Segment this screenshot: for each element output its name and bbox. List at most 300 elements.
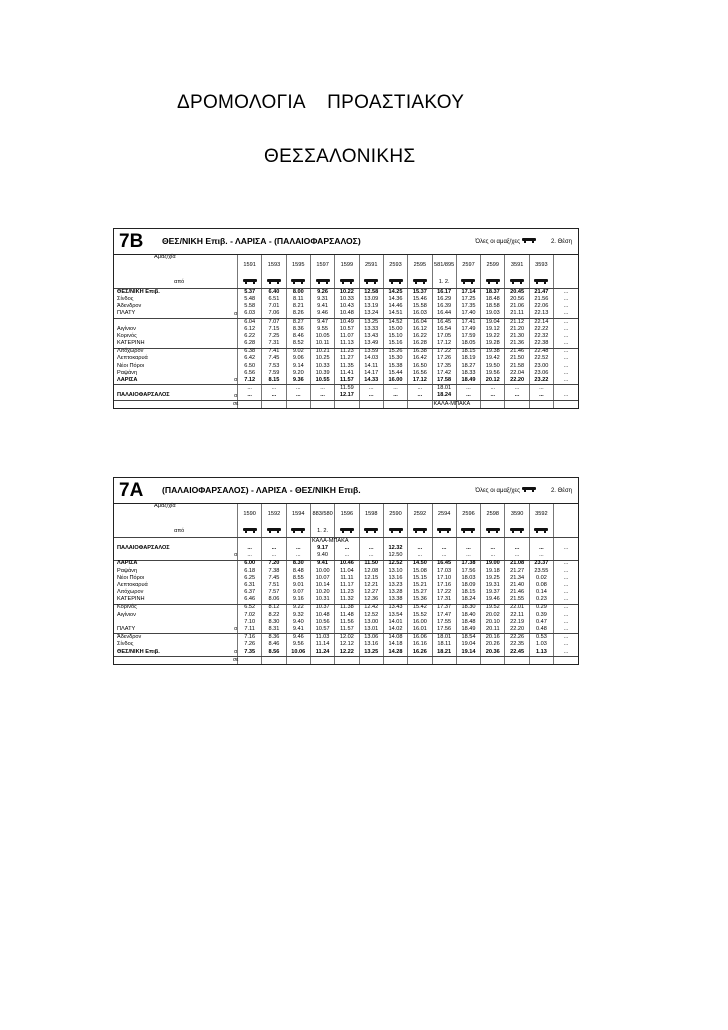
- time-cell: 13.06: [359, 634, 383, 642]
- station-name: ΛΑΡΙΣΑ: [114, 377, 233, 385]
- time-cell: 10.22: [335, 289, 359, 297]
- time-cell: 17.16: [432, 582, 456, 589]
- station-name: [114, 552, 233, 560]
- station-name: Σίνδος: [117, 295, 134, 302]
- time-cell: [262, 657, 286, 665]
- extra-time-cell: ...: [554, 393, 578, 401]
- train-number: 1595: [286, 255, 310, 277]
- time-cell: 6.46: [238, 597, 262, 605]
- time-cell: 9.07: [286, 589, 310, 596]
- time-cell: 7.35: [238, 649, 262, 657]
- arrival-marker: α: [234, 377, 237, 384]
- time-cell: 18.49: [456, 377, 480, 385]
- carriage-cell: [238, 277, 262, 289]
- time-cell: 6.03: [238, 311, 262, 319]
- time-cell: ...: [408, 552, 432, 560]
- time-cell: 7.51: [262, 582, 286, 589]
- time-cell: ...: [456, 545, 480, 552]
- time-cell: 16.00: [408, 619, 432, 626]
- time-cell: 10.49: [335, 318, 359, 326]
- time-cell: 9.47: [310, 318, 334, 326]
- time-cell: 19.04: [456, 642, 480, 649]
- time-cell: 22.20: [505, 377, 529, 385]
- time-cell: 18.24: [456, 597, 480, 605]
- time-cell: 13.33: [359, 326, 383, 333]
- time-cell: 14.28: [383, 649, 407, 657]
- time-cell: ...: [505, 545, 529, 552]
- carriage-cell: [383, 526, 407, 538]
- time-cell: 14.02: [383, 626, 407, 634]
- time-cell: 19.56: [481, 370, 505, 377]
- time-cell: 11.04: [335, 568, 359, 575]
- time-cell: 7.31: [262, 340, 286, 348]
- time-cell: 15.00: [383, 326, 407, 333]
- time-cell: 7.57: [262, 589, 286, 596]
- train-carriage-icon: [510, 279, 524, 284]
- time-cell: 12.50: [383, 552, 407, 560]
- time-cell: 22.26: [505, 634, 529, 642]
- carriage-cell: [481, 277, 505, 289]
- time-cell: 13.00: [359, 619, 383, 626]
- time-cell: ...: [529, 393, 553, 401]
- time-cell: [262, 400, 286, 408]
- time-cell: ...: [286, 545, 310, 552]
- time-cell: 9.16: [286, 597, 310, 605]
- train-carriage-icon: [534, 279, 548, 284]
- extra-column: [554, 277, 578, 289]
- time-cell: 10.57: [335, 326, 359, 333]
- station-name: Αιγίνιον: [117, 611, 136, 618]
- time-cell: 8.56: [262, 649, 286, 657]
- train-number: 1593: [262, 255, 286, 277]
- time-cell: 22.32: [529, 333, 553, 340]
- train-carriage-icon: [486, 528, 500, 533]
- time-cell: 12.02: [335, 634, 359, 642]
- time-cell: 10.37: [310, 604, 334, 612]
- time-cell: 5.48: [238, 296, 262, 303]
- time-cell: 18.01: [432, 634, 456, 642]
- time-cell: 19.03: [481, 311, 505, 319]
- time-cell: 19.31: [481, 582, 505, 589]
- time-cell: 20.02: [481, 612, 505, 619]
- time-cell: 19.18: [481, 568, 505, 575]
- station-row: [114, 552, 578, 560]
- time-cell: 10.11: [310, 340, 334, 348]
- time-cell: 17.41: [456, 318, 480, 326]
- time-cell: 17.10: [432, 575, 456, 582]
- station-name: ΠΛΑΤΥ: [114, 626, 233, 634]
- train-carriage-icon: [364, 279, 378, 284]
- time-cell: 10.14: [310, 582, 334, 589]
- time-cell: 11.41: [335, 370, 359, 377]
- time-cell: 22.20: [505, 626, 529, 634]
- time-cell: 22.04: [505, 370, 529, 377]
- timetable-header: [114, 478, 578, 504]
- time-cell: ...: [238, 545, 262, 552]
- time-cell: 19.52: [481, 604, 505, 612]
- arrival-marker: α: [234, 392, 237, 399]
- time-cell: 17.47: [432, 612, 456, 619]
- time-cell: 7.25: [262, 333, 286, 340]
- time-cell: 9.32: [286, 612, 310, 619]
- time-cell: 8.11: [286, 296, 310, 303]
- time-cell: [408, 400, 432, 408]
- train-number: 1591: [238, 255, 262, 277]
- time-cell: 18.27: [456, 363, 480, 370]
- time-cell: 18.15: [456, 348, 480, 356]
- time-cell: 17.12: [432, 340, 456, 348]
- time-cell: ...: [529, 552, 553, 560]
- station-name: ΠΑΛΑΙΟΦΑΡΣΑΛΟΣ: [117, 544, 170, 551]
- time-cell: 12.21: [359, 582, 383, 589]
- time-cell: 16.01: [408, 626, 432, 634]
- time-cell: 18.09: [456, 582, 480, 589]
- time-cell: ...: [456, 393, 480, 401]
- time-cell: ...: [359, 393, 383, 401]
- time-cell: 6.38: [238, 348, 262, 356]
- time-cell: 7.38: [262, 568, 286, 575]
- time-cell: 10.33: [335, 296, 359, 303]
- time-cell: 8.31: [262, 626, 286, 634]
- station-row: [114, 340, 578, 348]
- time-cell: 16.26: [408, 649, 432, 657]
- train-carriage-icon: [510, 528, 524, 533]
- time-cell: 16.50: [408, 363, 432, 370]
- time-cell: 14.51: [383, 311, 407, 319]
- train-carriage-icon: [522, 238, 536, 243]
- time-cell: 15.30: [383, 356, 407, 363]
- train-carriage-icon: [413, 528, 427, 533]
- station-row: [114, 377, 578, 385]
- time-cell: 22.11: [505, 612, 529, 619]
- time-cell: 22.13: [529, 311, 553, 319]
- extra-time-cell: ...: [554, 604, 578, 612]
- time-cell: 14.50: [408, 560, 432, 568]
- train-carriage-icon: [291, 528, 305, 533]
- station-row: [114, 649, 578, 657]
- time-cell: 12.36: [359, 597, 383, 605]
- time-cell: [505, 400, 529, 408]
- time-cell: ...: [286, 393, 310, 401]
- time-cell: 23.06: [529, 370, 553, 377]
- station-name: ΛΑΡΙΣΑ: [117, 560, 138, 567]
- route-title: ΘΕΣ/ΝΙΚΗ Επιβ. - ΛΑΡΙΣΑ - (ΠΑΛΑΙΟΦΑΡΣΑΛΟΣ): [162, 236, 361, 246]
- time-cell: 16.42: [408, 356, 432, 363]
- extra-time-cell: [554, 400, 578, 408]
- extra-time-cell: ...: [554, 370, 578, 377]
- time-cell: 14.36: [383, 296, 407, 303]
- time-cell: [529, 400, 553, 408]
- time-cell: 7.02: [238, 612, 262, 619]
- time-cell: 16.00: [383, 377, 407, 385]
- time-cell: 13.38: [383, 597, 407, 605]
- from-label: από: [114, 526, 233, 538]
- time-cell: 8.27: [286, 318, 310, 326]
- time-cell: 8.46: [286, 333, 310, 340]
- time-cell: 10.43: [335, 303, 359, 310]
- train-number: 2597: [456, 255, 480, 277]
- time-cell: 10.55: [310, 377, 334, 385]
- station-name: ΚΑΤΕΡΙΝΗ: [114, 597, 233, 605]
- extra-time-cell: ...: [554, 626, 578, 634]
- station-name: Ραψάνη: [117, 369, 138, 376]
- extra-time-cell: ...: [554, 340, 578, 348]
- time-cell: 17.37: [432, 604, 456, 612]
- time-cell: ...: [359, 385, 383, 393]
- extra-time-cell: ...: [554, 296, 578, 303]
- time-cell: 13.10: [383, 568, 407, 575]
- station-name: Λιτόχωρον: [117, 348, 144, 355]
- time-cell: 11.35: [335, 363, 359, 370]
- time-cell: [359, 400, 383, 408]
- time-cell: 23.55: [529, 568, 553, 575]
- carriage-cell: [286, 526, 310, 538]
- time-cell: 8.52: [286, 340, 310, 348]
- arrival-marker: α: [234, 626, 237, 633]
- route-code: 7B: [119, 231, 144, 252]
- time-cell: 9.06: [286, 356, 310, 363]
- time-cell: 5.58: [238, 303, 262, 310]
- station-name: Λεπτοκαρυά: [117, 355, 148, 362]
- carriage-cell: [529, 277, 553, 289]
- time-cell: [286, 400, 310, 408]
- time-cell: ...: [529, 545, 553, 552]
- train-label: Αμαξ/χία: [154, 254, 176, 260]
- time-cell: 17.49: [456, 326, 480, 333]
- time-cell: 17.42: [432, 370, 456, 377]
- time-cell: 11.03: [310, 634, 334, 642]
- train-carriage-icon: [461, 279, 475, 284]
- time-cell: 20.12: [481, 377, 505, 385]
- time-cell: 20.11: [481, 626, 505, 634]
- station-row: [114, 318, 578, 326]
- extra-column: [554, 255, 578, 277]
- time-cell: 10.05: [310, 333, 334, 340]
- carriage-cell: [262, 277, 286, 289]
- time-cell: 11.17: [335, 582, 359, 589]
- time-cell: 16.22: [408, 333, 432, 340]
- time-cell: 18.24: [432, 393, 456, 401]
- station-name: [114, 657, 233, 665]
- time-cell: 11.50: [359, 560, 383, 568]
- class-note-value: 2. Θέση: [550, 488, 572, 494]
- train-numbers-row: [114, 255, 578, 277]
- time-cell: 0.02: [529, 575, 553, 582]
- time-cell: 7.11: [238, 626, 262, 634]
- train-carriage-icon: [243, 279, 257, 284]
- extra-time-cell: ...: [554, 649, 578, 657]
- time-cell: 8.30: [262, 619, 286, 626]
- time-cell: 12.42: [359, 604, 383, 612]
- time-cell: 10.48: [310, 612, 334, 619]
- time-cell: 13.09: [359, 296, 383, 303]
- station-row: [114, 393, 578, 401]
- extra-time-cell: ...: [554, 642, 578, 649]
- time-cell: 17.03: [432, 568, 456, 575]
- time-cell: 21.36: [505, 340, 529, 348]
- train-number: 2592: [408, 504, 432, 526]
- time-cell: 22.06: [529, 303, 553, 310]
- train-number: 2594: [432, 504, 456, 526]
- carriage-cell: [310, 277, 334, 289]
- train-carriage-icon: [389, 528, 403, 533]
- time-cell: 7.59: [262, 370, 286, 377]
- time-cell: 8.22: [262, 612, 286, 619]
- train-label: Αμαξ/χία: [154, 503, 176, 509]
- time-cell: 14.01: [383, 619, 407, 626]
- time-cell: 14.33: [359, 377, 383, 385]
- time-cell: 7.01: [262, 303, 286, 310]
- time-cell: 10.20: [310, 589, 334, 596]
- train-number: 3591: [505, 255, 529, 277]
- time-cell: 1.03: [529, 642, 553, 649]
- carriage-cell: [335, 277, 359, 289]
- route-title: (ΠΑΛΑΙΟΦΑΡΣΑΛΟΣ) - ΛΑΡΙΣΑ - ΘΕΣ/ΝΙΚΗ Επιβ.: [162, 485, 361, 495]
- time-cell: 9.22: [286, 604, 310, 612]
- station-name: ΠΛΑΤΥ: [114, 311, 233, 319]
- time-cell: 21.56: [529, 296, 553, 303]
- time-cell: 19.04: [481, 318, 505, 326]
- carriage-cell: [408, 526, 432, 538]
- time-cell: [310, 657, 334, 665]
- time-cell: 17.56: [456, 568, 480, 575]
- time-cell: 16.45: [432, 318, 456, 326]
- station-name: [114, 400, 233, 408]
- time-cell: 13.43: [359, 333, 383, 340]
- time-cell: [529, 657, 553, 665]
- time-cell: 11.56: [335, 619, 359, 626]
- time-cell: 8.36: [286, 326, 310, 333]
- timetable-grid: [114, 504, 578, 664]
- train-number: 1598: [359, 504, 383, 526]
- carriage-cell: [408, 277, 432, 289]
- time-cell: 0.14: [529, 589, 553, 596]
- time-cell: 16.04: [408, 318, 432, 326]
- train-number: 1590: [238, 504, 262, 526]
- time-cell: 18.21: [432, 649, 456, 657]
- time-cell: 21.12: [505, 318, 529, 326]
- train-carriage-icon: [340, 528, 354, 533]
- time-cell: 14.46: [383, 303, 407, 310]
- train-number: 3590: [505, 504, 529, 526]
- class-note: Όλες οι αμαξ/χες: [475, 239, 520, 245]
- time-cell: 8.36: [262, 634, 286, 642]
- time-cell: 22.38: [529, 340, 553, 348]
- time-cell: 19.25: [481, 575, 505, 582]
- time-cell: 13.25: [359, 318, 383, 326]
- time-cell: 11.59: [335, 385, 359, 393]
- time-cell: 16.54: [432, 326, 456, 333]
- time-cell: 18.15: [456, 589, 480, 596]
- time-cell: 14.08: [383, 634, 407, 642]
- time-cell: 8.06: [262, 597, 286, 605]
- page-subtitle: ΘΕΣΣΑΛΟΝΙΚΗΣ: [264, 146, 416, 167]
- time-cell: ...: [238, 393, 262, 401]
- station-name: Αιγίνιον: [117, 325, 136, 332]
- time-cell: 10.39: [310, 370, 334, 377]
- time-cell: 12.32: [383, 545, 407, 552]
- time-cell: 21.08: [505, 560, 529, 568]
- time-cell: 15.21: [408, 582, 432, 589]
- time-cell: 1.13: [529, 649, 553, 657]
- time-cell: 14.03: [359, 356, 383, 363]
- station-name: Λεπτοκαρυά: [117, 581, 148, 588]
- train-numbers-row: [114, 504, 578, 526]
- time-cell: 9.56: [286, 642, 310, 649]
- time-cell: 19.42: [481, 356, 505, 363]
- time-cell: [505, 657, 529, 665]
- time-cell: 0.08: [529, 582, 553, 589]
- time-cell: 7.12: [238, 377, 262, 385]
- time-cell: 20.56: [505, 296, 529, 303]
- time-cell: 9.01: [286, 582, 310, 589]
- time-cell: 19.37: [481, 589, 505, 596]
- time-cell: ...: [383, 393, 407, 401]
- time-cell: 17.22: [432, 348, 456, 356]
- station-row: [114, 560, 578, 568]
- time-cell: [359, 657, 383, 665]
- time-cell: 11.57: [335, 377, 359, 385]
- time-cell: 7.15: [262, 326, 286, 333]
- train-number: 3593: [529, 255, 553, 277]
- time-cell: 16.17: [432, 289, 456, 297]
- extra-time-cell: ...: [554, 619, 578, 626]
- time-cell: ...: [456, 552, 480, 560]
- time-cell: 23.00: [529, 363, 553, 370]
- time-cell: [383, 400, 407, 408]
- time-cell: 8.00: [286, 289, 310, 297]
- time-cell: 16.45: [432, 560, 456, 568]
- time-cell: [456, 657, 480, 665]
- time-cell: 16.29: [432, 296, 456, 303]
- time-cell: 8.30: [286, 560, 310, 568]
- time-cell: 16.56: [408, 370, 432, 377]
- time-cell: ...: [408, 385, 432, 393]
- time-cell: 13.01: [359, 626, 383, 634]
- time-cell: 18.05: [456, 340, 480, 348]
- time-cell: 11.32: [335, 597, 359, 605]
- station-name: [114, 318, 233, 326]
- time-cell: 8.48: [286, 568, 310, 575]
- station-name: Κορινός: [117, 604, 137, 611]
- class-note: Όλες οι αμαξ/χες: [475, 488, 520, 494]
- time-cell: 9.14: [286, 363, 310, 370]
- time-cell: 18.40: [456, 612, 480, 619]
- time-cell: 14.17: [359, 370, 383, 377]
- train-carriage-icon: [243, 528, 257, 533]
- time-cell: 11.27: [335, 356, 359, 363]
- time-cell: ...: [505, 393, 529, 401]
- time-cell: 15.58: [408, 303, 432, 310]
- time-cell: 6.51: [262, 296, 286, 303]
- time-cell: 17.22: [432, 589, 456, 596]
- time-cell: ...: [505, 552, 529, 560]
- train-carriage-icon: [316, 279, 330, 284]
- time-cell: 10.31: [310, 597, 334, 605]
- extra-time-cell: ...: [554, 311, 578, 319]
- carriage-cell: [456, 277, 480, 289]
- time-cell: 10.48: [335, 311, 359, 319]
- time-cell: 21.50: [505, 356, 529, 363]
- station-name: Σίνδος: [117, 641, 134, 648]
- time-cell: 6.18: [238, 568, 262, 575]
- extra-time-cell: ...: [554, 326, 578, 333]
- time-cell: 7.10: [238, 619, 262, 626]
- time-cell: [310, 400, 334, 408]
- time-cell: 7.07: [262, 318, 286, 326]
- time-cell: ...: [481, 545, 505, 552]
- time-cell: 9.41: [286, 626, 310, 634]
